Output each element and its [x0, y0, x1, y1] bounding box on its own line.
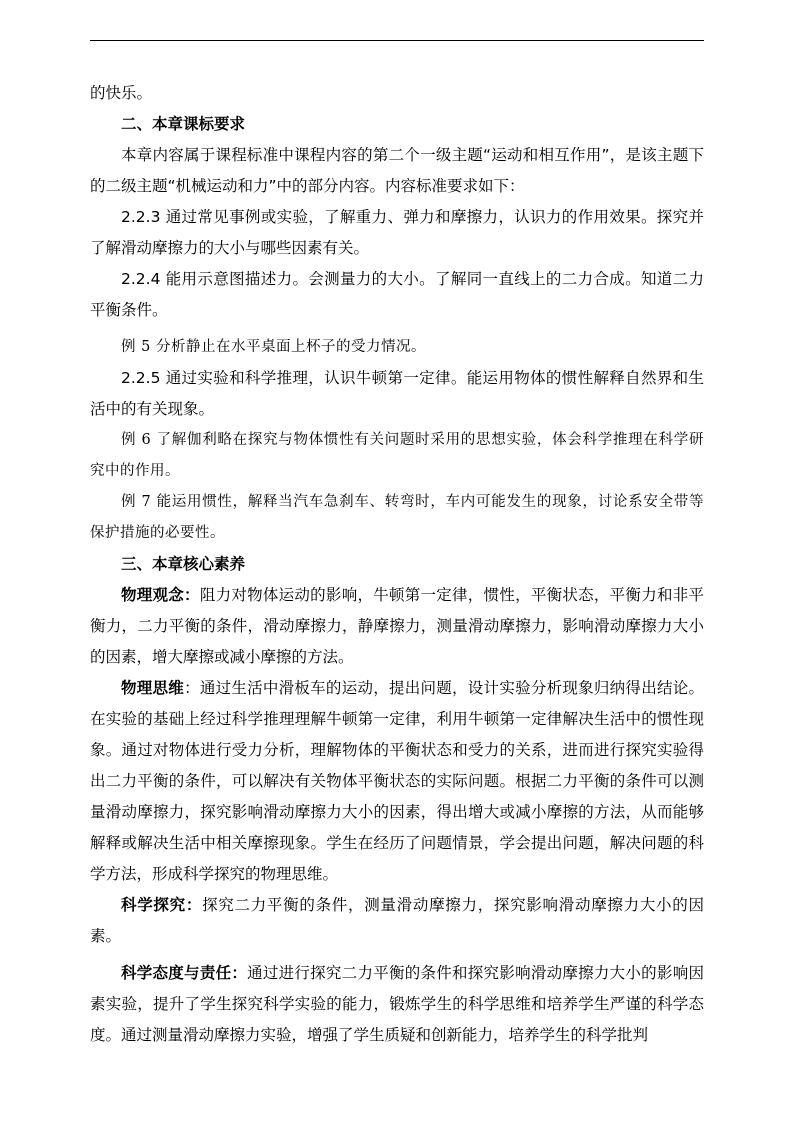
- label-attitude-responsibility: 科学态度与责任：: [121, 964, 248, 982]
- header-rule: [90, 40, 704, 41]
- paragraph-physics-thinking: [90, 673, 704, 890]
- text-physics-thinking: ：通过生活中滑板车的运动，提出问题，设计实验分析现象归纳得出结论。在实验的基础上经过科学推理理解牛顿第一定律，利用牛顿第一定律解决生活中的惯性现象。通过对物体进行受力分析，理解物体的平衡状态和受力的关系，进而进行探究实验得出二力平衡的条件，可以解决有关物体平衡状态的实际问题。根据二力平衡的条件可以测量滑动摩擦力，探究影响滑动摩擦力大小的因素，得出增大或减小摩擦的方法，从而能够解释或解决生活中相关摩擦现象。学生在经历了问题情景，学会提出问题，解决问题的科学方法，形成科学探究的物理思维。: [90, 679, 704, 883]
- label-scientific-inquiry: 科学探究：: [121, 896, 203, 914]
- text-attitude-responsibility: 通过进行探究二力平衡的条件和探究影响滑动摩擦力大小的影响因素实验，提升了学生探究科学实验的能力，锻炼学生的科学思维和培养学生严谨的科学态度。通过测量滑动摩擦力实验，增强了学生质疑和创新能力，培养学生的科学批判: [90, 964, 704, 1044]
- text-physics-concept: 阻力对物体运动的影响，牛顿第一定律，惯性，平衡状态，平衡力和非平衡力，二力平衡的条件，滑动摩擦力，静摩擦力，测量滑动摩擦力，影响滑动摩擦力大小的因素，增大摩擦或减小摩擦的方法。: [90, 586, 704, 666]
- paragraph-physics-concept: [90, 580, 704, 673]
- paragraph-standard-2-2-3: 2.2.3 通过常见事例或实验，了解重力、弹力和摩擦力，认识力的作用效果。探究并了解滑动摩擦力的大小与哪些因素有关。: [90, 208, 704, 257]
- paragraph-curriculum-intro: 本章内容属于课程标准中课程内容的第二个一级主题“运动和相互作用”，是该主题下的二级主题“机械运动和力”中的部分内容。内容标准要求如下：: [90, 146, 704, 195]
- document-body: [90, 78, 704, 1051]
- label-physics-thinking: 物理思维: [121, 679, 185, 697]
- example-7: 例 7 能运用惯性，解释当汽车急刹车、转弯时，车内可能发生的现象，讨论系安全带等保护措施的必要性。: [90, 494, 704, 541]
- label-physics-concept: 物理观念：: [121, 586, 200, 604]
- example-5: 例 5 分析静止在水平桌面上杯子的受力情况。: [121, 339, 426, 355]
- paragraph-continuation: 的快乐。: [90, 84, 153, 102]
- section-heading-core-literacy: 三、本章核心素养: [121, 555, 246, 573]
- example-6: 例 6 了解伽利略在探究与物体惯性有关问题时采用的思想实验，体会科学推理在科学研究中的作用。: [90, 432, 704, 479]
- paragraph-standard-2-2-5: 2.2.5 通过实验和科学推理，认识牛顿第一定律。能运用物体的惯性解释自然界和生活中的有关现象。: [90, 369, 704, 418]
- text-scientific-inquiry: 探究二力平衡的条件，测量滑动摩擦力，探究影响滑动摩擦力大小的因素。: [90, 896, 704, 945]
- paragraph-scientific-inquiry: [90, 890, 704, 952]
- paragraph-standard-2-2-4: 2.2.4 能用示意图描述力。会测量力的大小。了解同一直线上的二力合成。知道二力平衡条件。: [90, 270, 704, 319]
- paragraph-attitude-responsibility: [90, 958, 704, 1051]
- section-heading-curriculum: 二、本章课标要求: [121, 115, 246, 133]
